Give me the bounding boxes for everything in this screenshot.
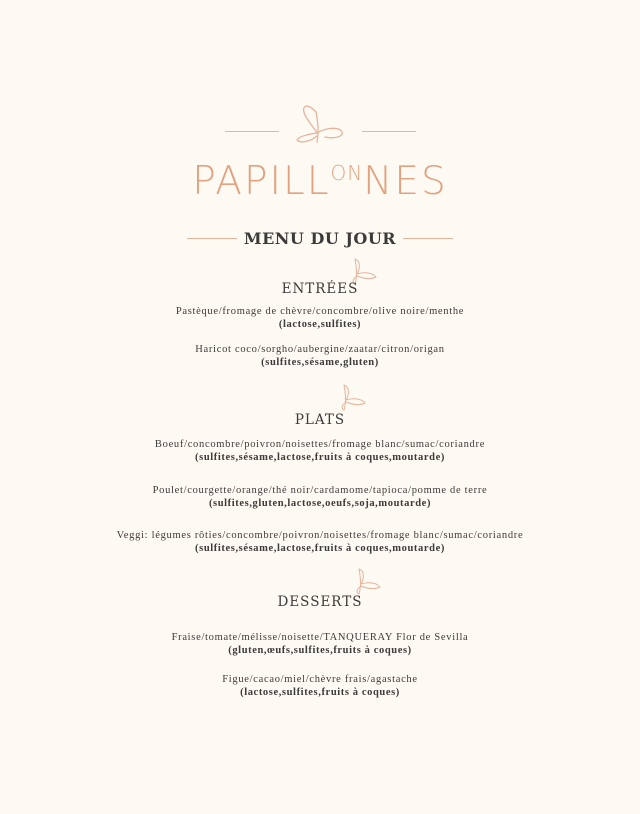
butterfly-icon <box>337 381 369 413</box>
dish-name: Veggi: légumes rôties/concombre/poivron/noisettes/fromage blanc/sumac/coriandre <box>116 530 524 541</box>
dish-item <box>0 484 640 510</box>
dish-name: Haricot coco/sorgho/aubergine/zaatar/citron/origan <box>195 344 445 355</box>
dish-item <box>0 631 640 657</box>
dish-allergens: (sulfites,sésame,gluten) <box>261 357 379 368</box>
dish-item <box>0 673 640 699</box>
dish-item <box>0 438 640 464</box>
dish-allergens: (lactose,sulfites) <box>278 319 362 330</box>
butterfly-icon <box>295 98 345 146</box>
dish-allergens: (sulfites,sésame,lactose,fruits à coques,moutarde) <box>195 543 445 554</box>
dish-name: Figue/cacao/miel/chèvre frais/agastache <box>222 674 418 685</box>
logo-divider-left <box>225 131 279 132</box>
dish-allergens: (lactose,sulfites,fruits à coques) <box>240 687 400 698</box>
menu-title: MENU DU JOUR <box>243 229 397 248</box>
butterfly-icon <box>352 565 384 597</box>
section-title-desserts: DESSERTS <box>277 594 363 610</box>
section-title-entrees: ENTRÉES <box>281 281 359 297</box>
dish-allergens: (sulfites,gluten,lactose,oeufs,soja,moutarde) <box>208 498 432 509</box>
brand-logo-text: $PAPILL^{ON}NES$ <box>192 159 448 204</box>
dish-allergens: (gluten,œufs,sulfites,fruits à coques) <box>228 645 412 656</box>
dish-name: Fraise/tomate/mélisse/noisette/TANQUERAY Flor de Sevilla <box>171 632 469 643</box>
dish-item <box>0 343 640 369</box>
dish-name: Boeuf/concombre/poivron/noisettes/fromage blanc/sumac/coriandre <box>154 439 486 450</box>
section-title-plats: PLATS <box>294 412 346 428</box>
dish-allergens: (sulfites,sésame,lactose,fruits à coques,moutarde) <box>195 452 445 463</box>
dish-name: Poulet/courgette/orange/thé noir/cardamome/tapioca/pomme de terre <box>152 485 488 496</box>
dish-name: Pastèque/fromage de chèvre/concombre/olive noire/menthe <box>175 306 465 317</box>
logo-divider-right <box>362 131 416 132</box>
title-divider-right <box>403 238 453 239</box>
dish-item <box>0 305 640 331</box>
dish-item <box>0 529 640 555</box>
